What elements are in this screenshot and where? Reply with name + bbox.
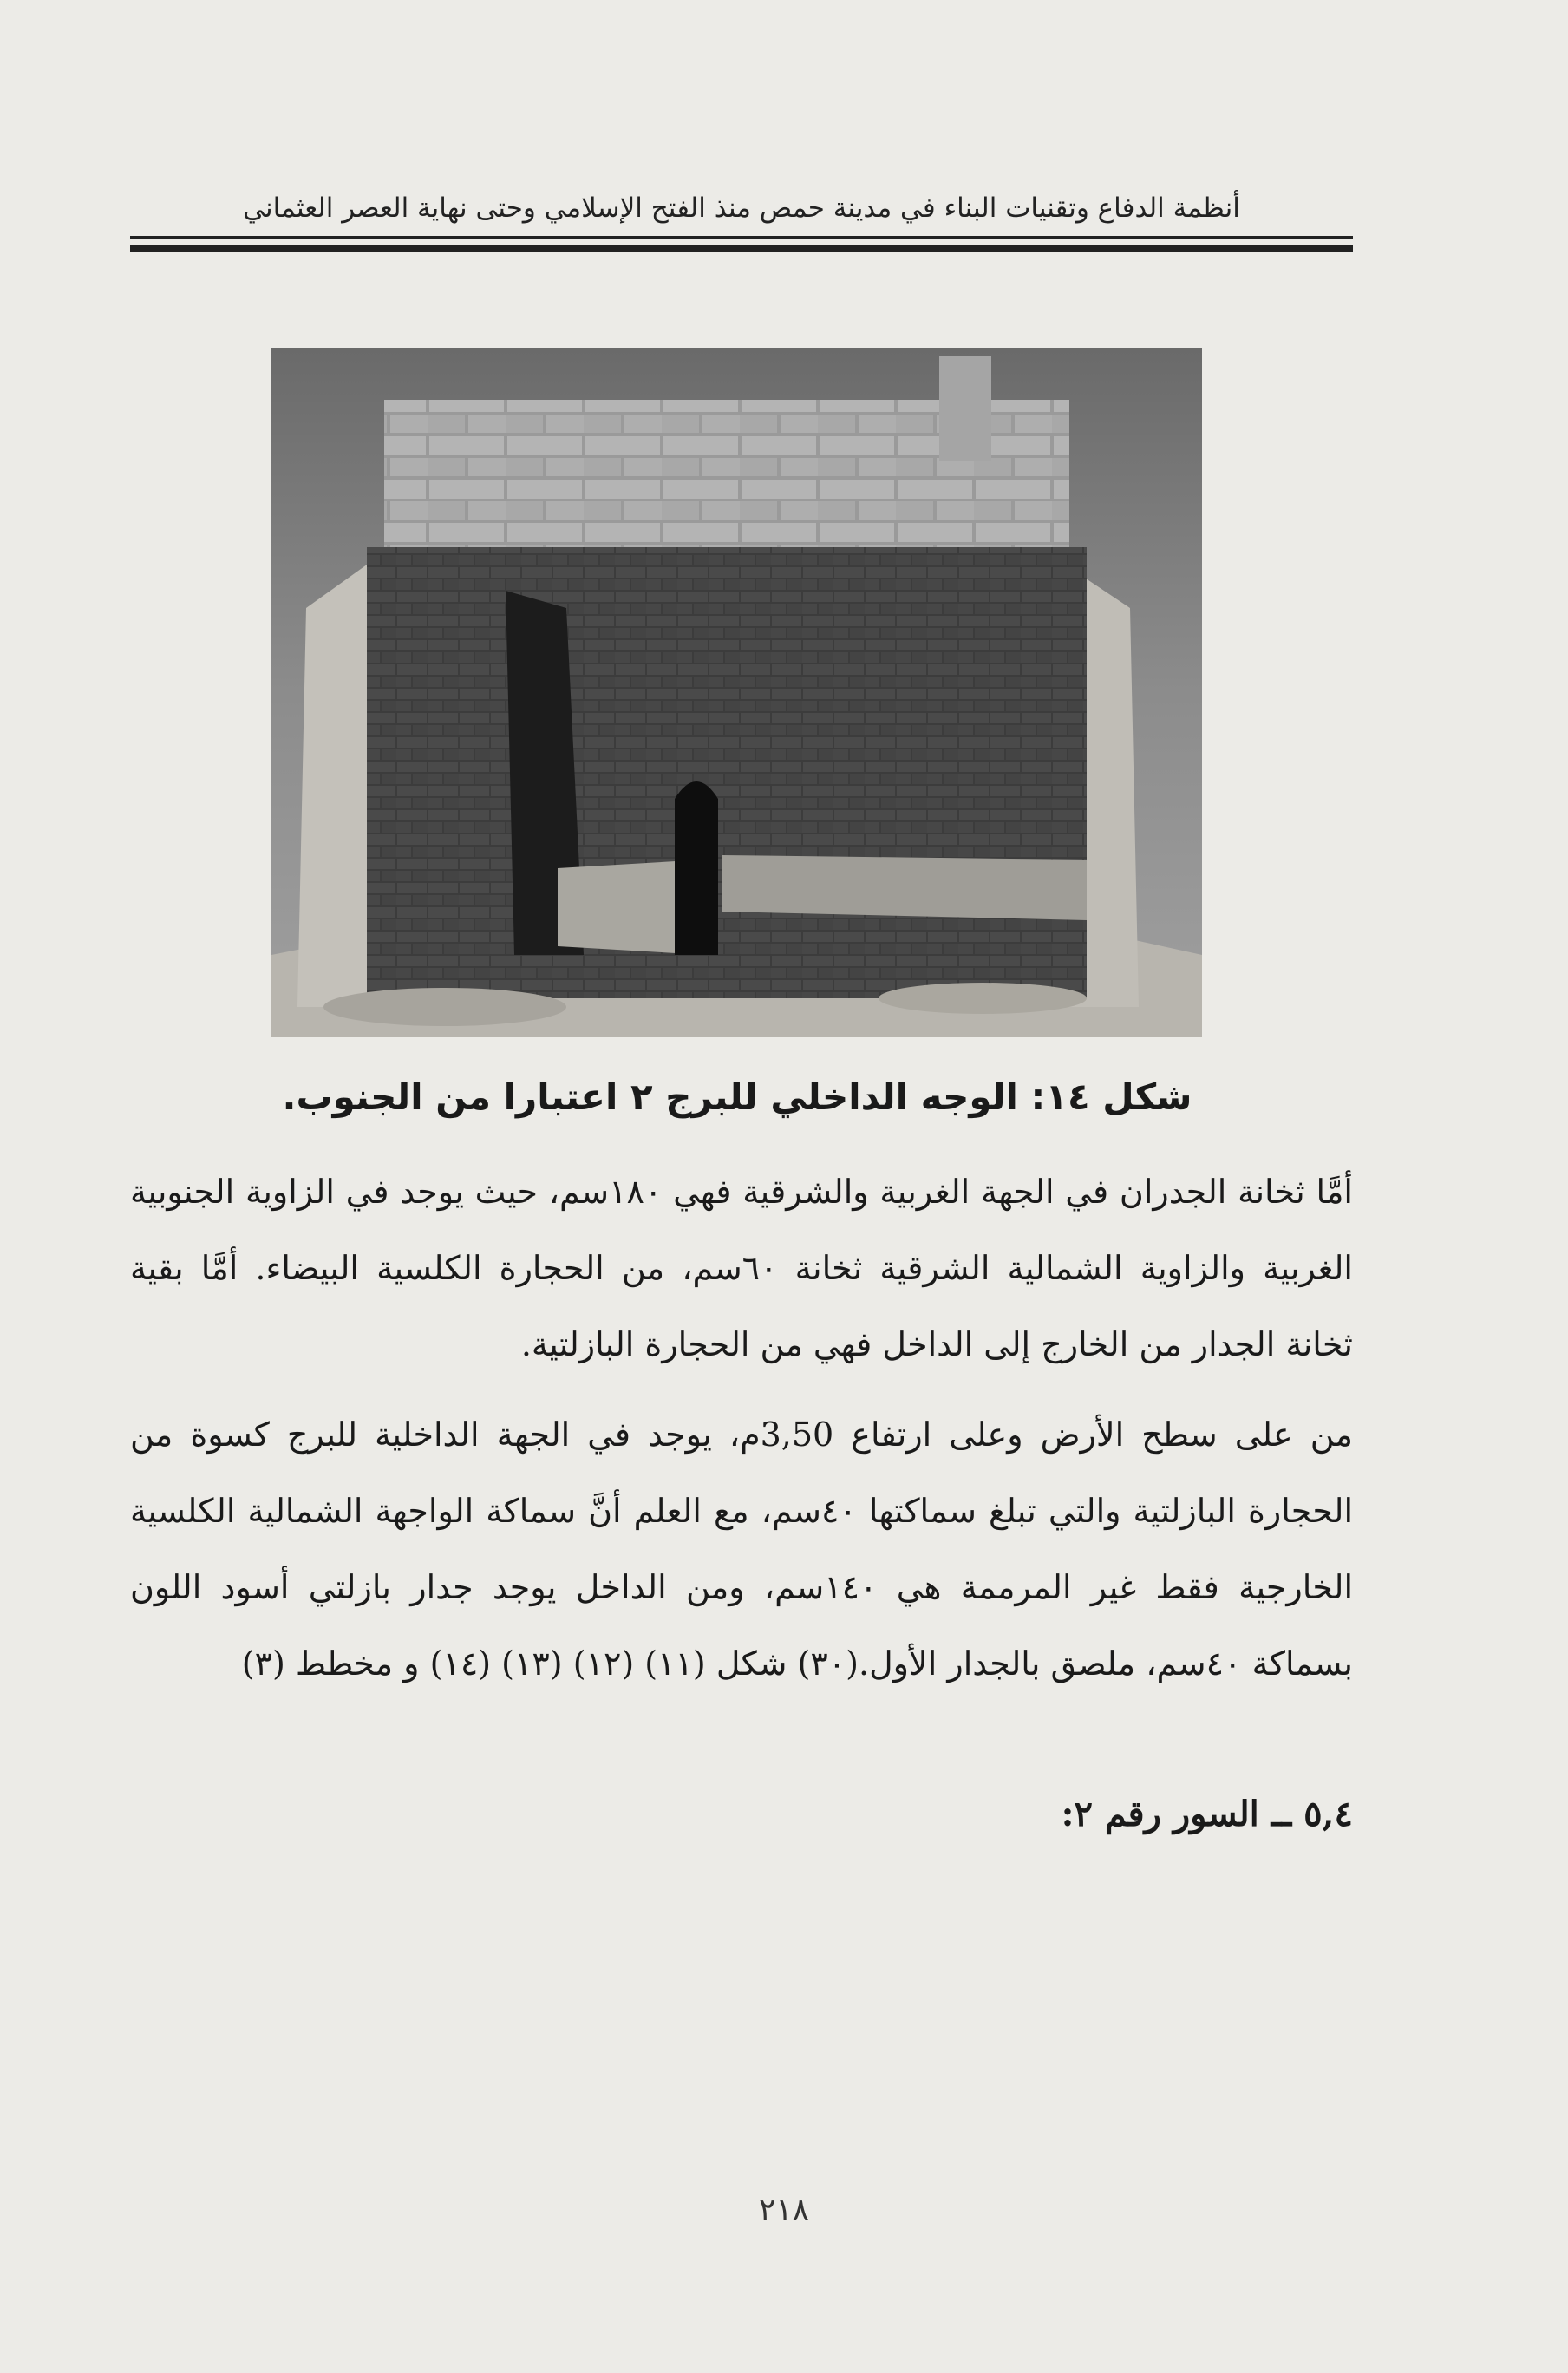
paragraph-text: أمَّا ثخانة الجدران في الجهة الغربية والشرقية فهي ١٨٠سم، حيث يوجد في الزاوية الجنوبية الغربية والزاوية الشمالية الشرقية ثخانة ٦٠سم، من الحجارة الكلسية البيضاء. أمَّا بقية ثخانة الجدار من الخارج إلى الداخل فهي من الحجارة البازلتية. bbox=[130, 1173, 1353, 1363]
paragraph-text: من على سطح الأرض وعلى ارتفاع 3,50م، يوجد في الجهة الداخلية للبرج كسوة من الحجارة البازلتية والتي تبلغ سماكتها ٤٠سم، مع العلم أنَّ سماكة الواجهة الشمالية الكلسية الخارجية فقط غير المرممة هي ١٤٠سم، ومن الداخل يوجد جدار بازلتي أسود اللون بسماكة ٤٠سم، ملصق بالجدار الأول.(٣٠) شكل (١١) (١٢) (١٣) (١٤) و مخطط (٣) bbox=[130, 1415, 1354, 1683]
running-header: أنظمة الدفاع وتقنيات البناء في مدينة حمص منذ الفتح الإسلامي وحتى نهاية العصر العثماني bbox=[243, 193, 1240, 224]
figure-caption: شكل ١٤: الوجه الداخلي للبرج ٢ اعتبارا من الجنوب. bbox=[282, 1075, 1192, 1118]
tower-photograph bbox=[271, 348, 1202, 1037]
paragraph-2 bbox=[130, 1396, 1353, 1702]
section-heading: ٥,٤ ــ السور رقم ٢: bbox=[1061, 1794, 1353, 1834]
header-rule-thin bbox=[130, 236, 1353, 239]
page-number: ٢١٨ bbox=[758, 2193, 809, 2228]
header-rule-thick bbox=[130, 245, 1353, 252]
paragraph-1 bbox=[130, 1154, 1353, 1383]
